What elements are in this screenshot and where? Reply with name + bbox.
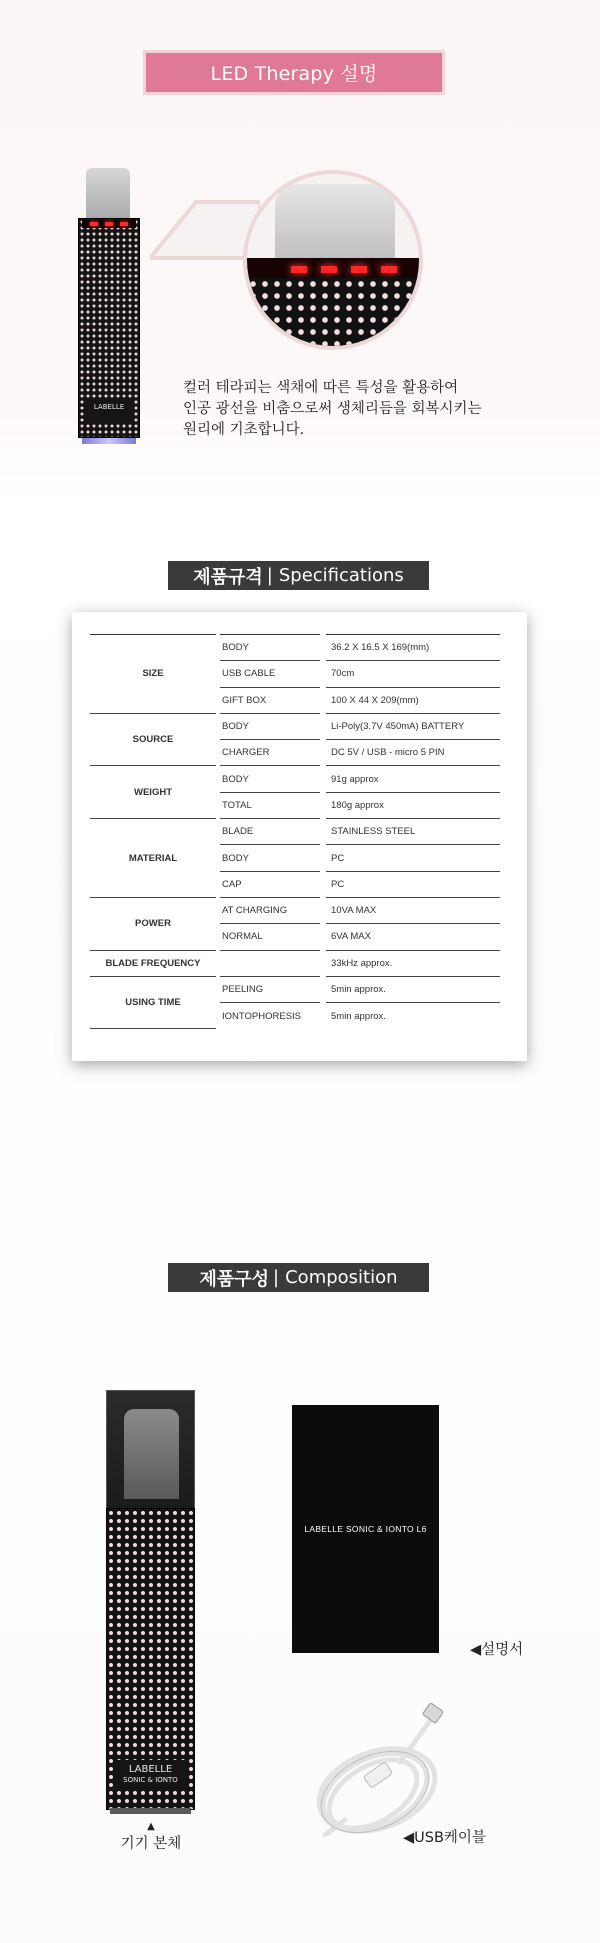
spec-value: 5min approx. xyxy=(331,1010,386,1022)
spec-banner-separator: | xyxy=(266,565,273,586)
spec-banner-kr: 제품규격 xyxy=(193,566,263,588)
spec-banner xyxy=(168,561,429,590)
manual-label: ◀설명서 xyxy=(470,1642,524,1658)
spec-value: 180g approx xyxy=(326,792,500,818)
spec-row xyxy=(90,976,500,1002)
device-base xyxy=(110,1808,191,1814)
spec-item: BODY xyxy=(220,635,320,661)
spec-value: 91g approx xyxy=(326,766,500,792)
spec-value: 36.2 X 16.5 X 169(mm) xyxy=(326,635,500,661)
led-strip xyxy=(82,220,136,228)
device-cap xyxy=(106,1390,195,1510)
spec-value: 10VA MAX xyxy=(326,897,500,923)
device-tip xyxy=(86,168,130,220)
spec-category: BLADE FREQUENCY xyxy=(90,950,216,976)
spec-value: 5min approx. xyxy=(326,976,500,1002)
led-therapy-title: LED Therapy 설명 xyxy=(210,63,378,85)
spec-item: CHARGER xyxy=(220,740,320,766)
spec-item: IONTOPHORESIS xyxy=(222,1010,302,1022)
spec-row xyxy=(90,819,500,845)
spec-item: NORMAL xyxy=(220,924,320,950)
led-therapy-banner xyxy=(143,50,445,95)
spec-value: 6VA MAX xyxy=(326,924,500,950)
spec-row xyxy=(90,950,500,976)
zoom-blade xyxy=(275,184,395,264)
spec-category: WEIGHT xyxy=(90,766,216,819)
spec-item: TOTAL xyxy=(220,792,320,818)
spec-item: GIFT BOX xyxy=(220,687,320,713)
spec-item: AT CHARGING xyxy=(220,897,320,923)
spec-item xyxy=(220,950,320,976)
device-label-text: 기기 본체 xyxy=(120,1836,182,1852)
manual-cover-text: LABELLE SONIC & IONTO L6 xyxy=(304,1524,427,1534)
spec-value: DC 5V / USB - micro 5 PIN xyxy=(326,740,500,766)
spec-row xyxy=(90,766,500,792)
spec-category: USING TIME xyxy=(90,976,216,1029)
device-brand-name: LABELLE xyxy=(128,1764,173,1775)
spec-value: PC xyxy=(326,845,500,871)
spec-category: MATERIAL xyxy=(90,819,216,898)
zoom-led-band xyxy=(247,258,423,280)
device-base-light xyxy=(82,438,136,444)
spec-category: SOURCE xyxy=(90,713,216,766)
spec-category: SIZE xyxy=(90,635,216,714)
spec-value: 70cm xyxy=(326,661,500,687)
spec-value: PC xyxy=(326,871,500,897)
spec-value: 100 X 44 X 209(mm) xyxy=(326,687,500,713)
spec-banner-en: Specifications xyxy=(278,565,404,586)
composition-banner-separator: | xyxy=(273,1267,280,1288)
led-description-line: 컬러 테라피는 색채에 따른 특성을 활용하여 xyxy=(183,380,459,396)
spec-category: POWER xyxy=(90,897,216,950)
spec-item: CAP xyxy=(220,871,320,897)
device-brand-large xyxy=(116,1760,185,1790)
up-arrow-icon: ▲ xyxy=(147,1821,155,1832)
spec-value: Li-Poly(3.7V 450mA) BATTERY xyxy=(326,713,500,739)
composition-banner-kr: 제품구성 xyxy=(199,1268,270,1290)
spec-row xyxy=(90,897,500,923)
device-label xyxy=(118,1822,184,1853)
led-description-line: 원리에 기초합니다. xyxy=(183,422,305,438)
spec-row xyxy=(90,713,500,739)
led-description xyxy=(183,378,513,441)
spec-item: PEELING xyxy=(220,976,320,1002)
spec-item: BODY xyxy=(220,713,320,739)
spec-value: 33kHz approx. xyxy=(326,950,500,976)
spec-card xyxy=(72,612,527,1061)
spec-item: BLADE xyxy=(220,819,320,845)
device-cap-tip xyxy=(124,1409,179,1499)
spec-value: STAINLESS STEEL xyxy=(326,819,500,845)
led-zoom-circle xyxy=(243,170,423,350)
led-description-line: 인공 광선을 비춤으로써 생체리듬을 회복시키는 xyxy=(183,401,482,417)
device-brand-sub: SONIC & IONTO xyxy=(123,1776,178,1784)
spec-item: BODY xyxy=(220,766,320,792)
composition-banner xyxy=(168,1263,429,1292)
device-image-large xyxy=(106,1390,195,1816)
spec-table xyxy=(90,634,500,1029)
zoom-body-pattern xyxy=(247,278,423,350)
usb-cable-label: ◀USB케이블 xyxy=(403,1830,486,1846)
manual-image xyxy=(292,1405,439,1653)
device-image-small xyxy=(78,168,140,446)
spec-item: BODY xyxy=(220,845,320,871)
device-brand-small: LABELLE xyxy=(84,400,134,422)
spec-row xyxy=(90,635,500,661)
composition-banner-en: Composition xyxy=(285,1267,398,1288)
usb-cable-image xyxy=(305,1702,465,1837)
spec-item: USB CABLE xyxy=(220,661,320,687)
